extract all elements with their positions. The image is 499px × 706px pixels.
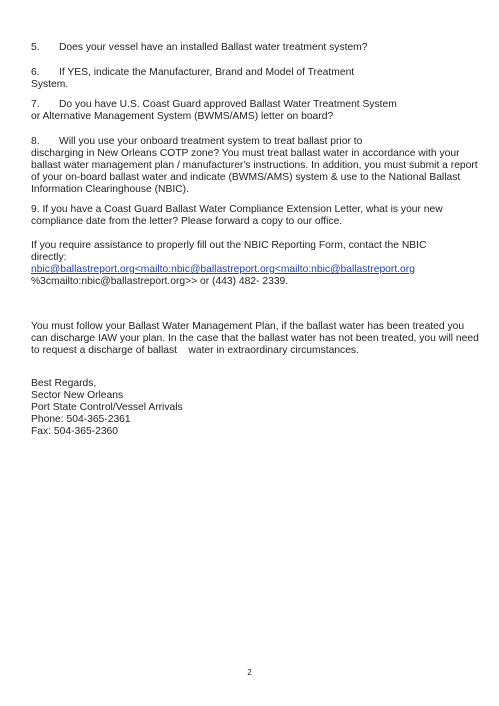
management-plan-text-cont: can discharge IAW your plan. In the case that the ballast water has not been treated, you will need [31, 333, 479, 344]
question-9: 9. If you have a Coast Guard Ballast Water Compliance Extension Letter, what is your new [31, 204, 443, 215]
closing: Best Regards, [31, 378, 97, 389]
page-number: 2 [247, 668, 252, 677]
question-8-cont: discharging in New Orleans COTP zone? You must treat ballast water in accordance with your [31, 148, 460, 159]
question-7-cont: or Alternative Management System (BWMS/AMS) letter on board? [31, 111, 334, 122]
question-5: 5. Does your vessel have an installed Ballast water treatment system? [31, 42, 368, 53]
nbic-email-link[interactable] [31, 264, 415, 277]
question-8: 8. Will you use your onboard treatment system to treat ballast prior to [31, 136, 363, 147]
email-link[interactable]: nbic@ballastreport.org<mailto:nbic@ballastreport.org<mailto:nbic@ballastreport.org [31, 264, 415, 275]
signature-phone: Phone: 504-365-2361 [31, 414, 131, 425]
management-plan-text-cont: to request a discharge of ballast water in extraordinary circumstances. [31, 345, 359, 356]
assistance-text: If you require assistance to properly fill out the NBIC Reporting Form, contact the NBIC [31, 240, 427, 251]
question-6: 6. If YES, indicate the Manufacturer, Brand and Model of Treatment [31, 67, 355, 78]
management-plan-text: You must follow your Ballast Water Management Plan, if the ballast water has been treated you [31, 321, 465, 332]
question-6-cont: System. [31, 79, 69, 90]
signature-unit: Sector New Orleans [31, 390, 124, 401]
question-7: 7. Do you have U.S. Coast Guard approved Ballast Water Treatment System [31, 99, 397, 110]
question-9-cont: compliance date from the letter? Please forward a copy to our office. [31, 216, 343, 227]
assistance-text-cont: directly: [31, 252, 67, 263]
question-8-cont: of your on-board ballast water and indicate (BWMS/AMS) system & use to the National Ballast [31, 172, 461, 183]
question-8-cont: Information Clearinghouse (NBIC). [31, 184, 189, 195]
signature-fax: Fax: 504-365-2360 [31, 426, 119, 437]
question-8-cont: ballast water management plan / manufacturer's instructions. In addition, you must submit a report [31, 160, 478, 171]
assistance-contact: %3cmailto:nbic@ballastreport.org>> or (443) 482- 2339. [31, 276, 289, 287]
signature-office: Port State Control/Vessel Arrivals [31, 402, 183, 413]
